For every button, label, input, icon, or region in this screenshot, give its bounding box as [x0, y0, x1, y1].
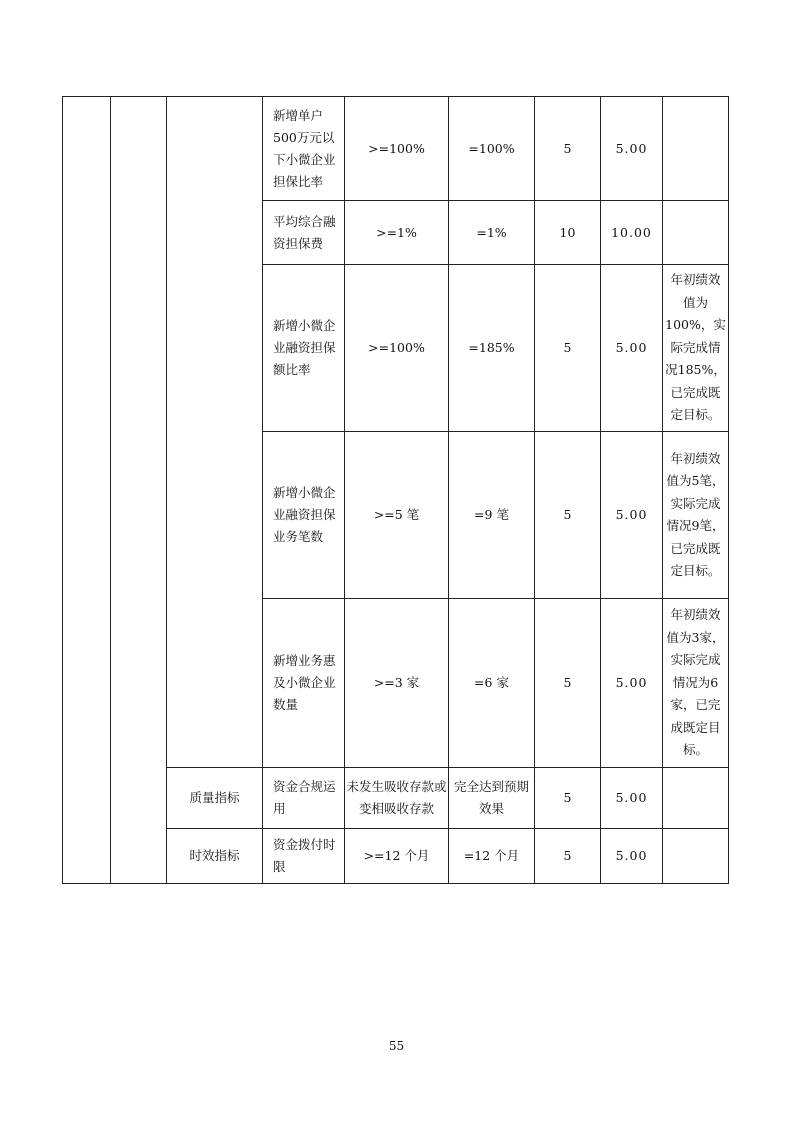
target-value-cell: >=3 家 — [345, 599, 449, 768]
indicator-cell: 新增小微企业融资担保业务笔数 — [263, 432, 345, 599]
table-row — [63, 97, 729, 201]
score-cell: 5.00 — [601, 599, 663, 768]
weight-cell: 10 — [535, 201, 601, 265]
indicator-cell: 新增业务惠及小微企业数量 — [263, 599, 345, 768]
note-cell — [663, 768, 729, 829]
score-cell: 5.00 — [601, 768, 663, 829]
actual-value-cell: =12 个月 — [449, 829, 535, 884]
blank-level2-cell — [111, 97, 167, 884]
weight-cell: 5 — [535, 829, 601, 884]
page-number: 55 — [388, 1039, 405, 1053]
actual-value-cell: =185% — [449, 265, 535, 432]
indicator-cell: 资金拨付时限 — [263, 829, 345, 884]
score-cell: 5.00 — [601, 432, 663, 599]
category-cell: 时效指标 — [167, 829, 263, 884]
actual-value-cell: =6 家 — [449, 599, 535, 768]
target-value-cell: >=100% — [345, 97, 449, 201]
weight-cell: 5 — [535, 97, 601, 201]
note-cell — [663, 97, 729, 201]
score-cell: 10.00 — [601, 201, 663, 265]
blank-category-cell — [167, 97, 263, 768]
indicator-cell: 资金合规运用 — [263, 768, 345, 829]
note-cell: 年初绩效值为3家，实际完成情况为6家，已完成既定目标。 — [663, 599, 729, 768]
blank-level1-cell — [63, 97, 111, 884]
target-value-cell: >=1% — [345, 201, 449, 265]
category-cell: 质量指标 — [167, 768, 263, 829]
actual-value-cell: =100% — [449, 97, 535, 201]
target-value-cell: >=100% — [345, 265, 449, 432]
weight-cell: 5 — [535, 768, 601, 829]
note-cell: 年初绩效值为100%，实际完成情况185%，已完成既定目标。 — [663, 265, 729, 432]
indicator-cell: 平均综合融资担保费 — [263, 201, 345, 265]
actual-value-cell: =9 笔 — [449, 432, 535, 599]
weight-cell: 5 — [535, 432, 601, 599]
weight-cell: 5 — [535, 599, 601, 768]
target-value-cell: >=5 笔 — [345, 432, 449, 599]
target-value-cell: 未发生吸收存款或变相吸收存款 — [345, 768, 449, 829]
weight-cell: 5 — [535, 265, 601, 432]
actual-value-cell: =1% — [449, 201, 535, 265]
score-cell: 5.00 — [601, 97, 663, 201]
score-cell: 5.00 — [601, 829, 663, 884]
performance-table — [62, 96, 729, 884]
actual-value-cell: 完全达到预期效果 — [449, 768, 535, 829]
target-value-cell: >=12 个月 — [345, 829, 449, 884]
indicator-cell: 新增小微企业融资担保额比率 — [263, 265, 345, 432]
score-cell: 5.00 — [601, 265, 663, 432]
indicator-cell: 新增单户500万元以下小微企业担保比率 — [263, 97, 345, 201]
note-cell: 年初绩效值为5笔，实际完成情况9笔，已完成既定目标。 — [663, 432, 729, 599]
note-cell — [663, 201, 729, 265]
note-cell — [663, 829, 729, 884]
